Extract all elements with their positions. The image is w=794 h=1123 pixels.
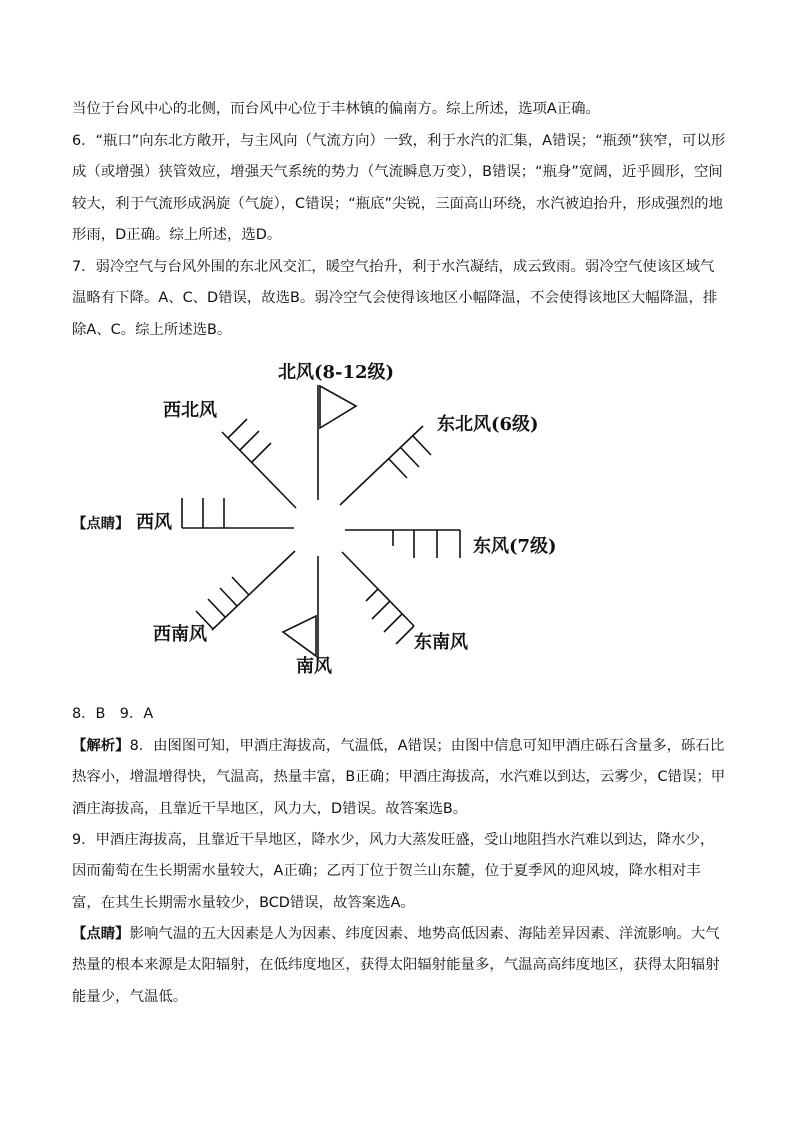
answer-line: 8．B 9．A xyxy=(72,706,154,722)
southeast-barb-2 xyxy=(384,614,402,632)
northeast-wind-shaft xyxy=(340,426,423,505)
analysis-q8 xyxy=(72,731,727,825)
wind-symbol-diagram xyxy=(0,350,794,690)
southeast-barb-3 xyxy=(372,601,390,619)
southwest-barb-3 xyxy=(220,588,237,606)
north-wind-pennant xyxy=(320,386,356,428)
southwest-barb-2 xyxy=(208,599,225,617)
northeast-barb-2 xyxy=(401,448,419,467)
diagram-note-tag: 【点睛】 xyxy=(72,516,130,532)
note-text: 影响气温的五大因素是人为因素、纬度因素、地势高低因素、海陆差异因素、洋流影响。大气热量的根本来源是太阳辐射，在低纬度地区，获得太阳辐射能量多，气温高高纬度地区，获得太阳辐射能量少，气温低。 xyxy=(72,926,720,1005)
south-wind-label: 南风 xyxy=(296,656,332,677)
south-wind-pennant xyxy=(283,616,316,656)
southwest-barb-4 xyxy=(232,577,249,595)
paragraph-q6: 6．“瓶口”向东北方敞开，与主风向（气流方向）一致，利于水汽的汇集，A错误；“瓶颈”狭窄，可以形成（或增强）狭管效应，增强天气系统的势力（气流瞬息万变），B错误；“瓶身”宽阔，近乎圆形，空间较大，利于气流形成涡旋（气旋），C错误；“瓶底”尖锐，三面高山环绕，水汽被迫抬升，形成强烈的地形雨，D正确。综上所述，选D。 xyxy=(72,133,726,244)
northwest-barb-2 xyxy=(240,431,259,450)
northeast-barb-1 xyxy=(413,436,431,455)
north-wind-label: 北风(8-12级) xyxy=(278,362,395,383)
east-wind-label: 东风(7级) xyxy=(473,536,557,557)
paragraph-continuation: 当位于台风中心的北侧，而台风中心位于丰林镇的偏南方。综上所述，选项A正确。 xyxy=(72,101,600,117)
northwest-barb-3 xyxy=(252,443,271,462)
paragraph-q7: 7．弱冷空气与台风外围的东北风交汇，暖空气抬升，利于水汽凝结，成云致雨。弱冷空气使该区域气温略有下降。A、C、D错误，故选B。弱冷空气会使得该地区小幅降温，不会使得该地区大幅降温，排除A、C。综上所述选B。 xyxy=(72,259,718,338)
analysis-q9: 9．甲酒庄海拔高，且靠近干旱地区，降水少，风力大蒸发旺盛，受山地阻挡水汽难以到达，降水少，因而葡萄在生长期需水量较大，A正确；乙丙丁位于贺兰山东麓，位于夏季风的迎风坡，降水相对丰富，在其生长期需水量较少，BCD错误，故答案选A。 xyxy=(72,832,715,911)
northeast-barb-3 xyxy=(389,459,407,478)
northwest-wind-shaft xyxy=(222,432,296,508)
note-tag: 【点睛】 xyxy=(72,926,130,942)
analysis-tag: 【解析】 xyxy=(72,738,130,754)
southeast-barb-1 xyxy=(396,626,414,644)
analysis-q8-text: 8．由图图可知，甲酒庄海拔高，气温低，A错误；由图中信息可知甲酒庄砾石含量多，砾石比热容小，增温增得快，气温高，热量丰富，B正确；甲酒庄海拔高，水汽难以到达，云雾少，C错误；甲酒庄海拔高，且靠近干旱地区，风力大，D错误。故答案选B。 xyxy=(72,738,726,817)
southwest-wind-label: 西南风 xyxy=(153,624,207,645)
note-paragraph xyxy=(72,919,727,1013)
northwest-barb-1 xyxy=(228,419,247,438)
southwest-wind-shaft xyxy=(212,551,295,630)
west-wind-label: 西风 xyxy=(136,512,172,533)
southeast-wind-label: 东南风 xyxy=(414,632,468,653)
southeast-barb-4 xyxy=(366,589,378,601)
northeast-wind-label: 东北风(6级) xyxy=(437,414,539,435)
northwest-wind-label: 西北风 xyxy=(163,400,217,421)
